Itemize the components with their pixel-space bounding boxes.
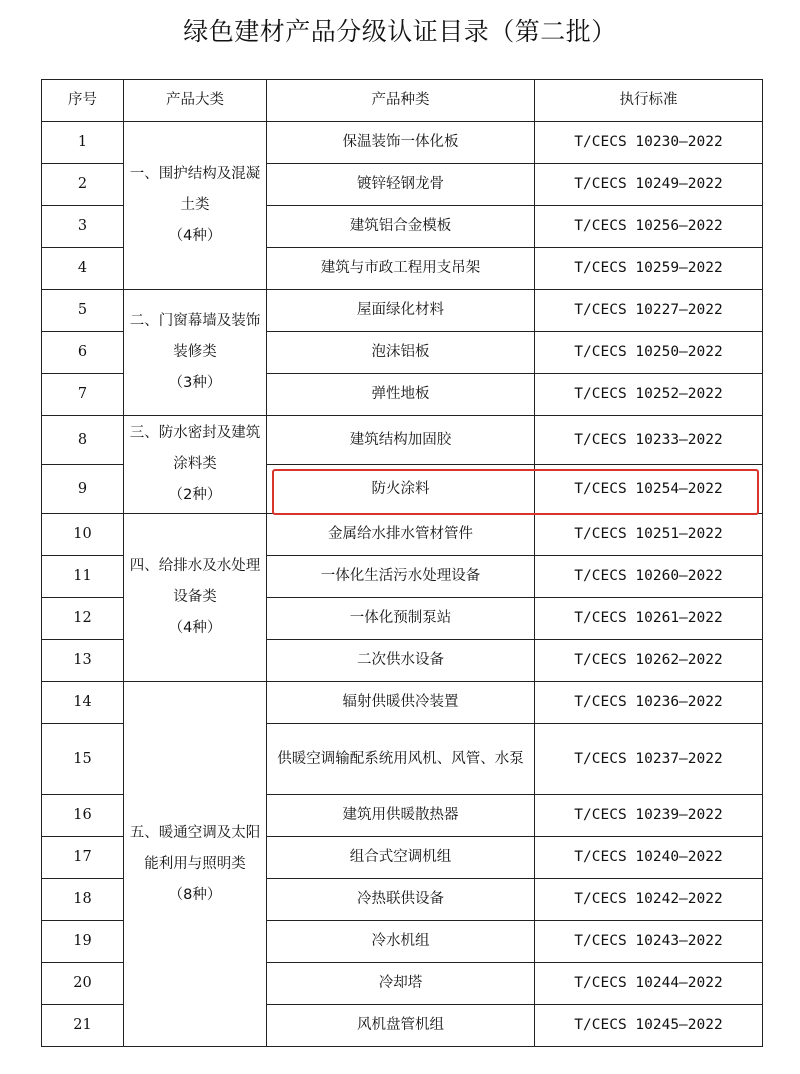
header-category: 产品大类: [124, 80, 267, 122]
product-cell: 辐射供暖供冷装置: [267, 682, 535, 724]
row-number: 6: [42, 332, 124, 374]
row-number: 8: [42, 416, 124, 465]
row-number: 4: [42, 248, 124, 290]
row-number: 16: [42, 795, 124, 837]
product-cell: 冷却塔: [267, 963, 535, 1005]
standard-cell: T/CECS 10260—2022: [535, 556, 763, 598]
product-cell: 冷热联供设备: [267, 879, 535, 921]
table-row: [42, 682, 763, 724]
product-cell: 冷水机组: [267, 921, 535, 963]
product-cell: 组合式空调机组: [267, 837, 535, 879]
category-cell: [124, 416, 267, 514]
standard-cell: T/CECS 10261—2022: [535, 598, 763, 640]
product-cell: 镀锌轻钢龙骨: [267, 164, 535, 206]
row-number: 1: [42, 122, 124, 164]
product-cell: 风机盘管机组: [267, 1005, 535, 1047]
standard-cell: T/CECS 10259—2022: [535, 248, 763, 290]
row-number: 20: [42, 963, 124, 1005]
standard-cell: T/CECS 10237—2022: [535, 724, 763, 795]
row-number: 13: [42, 640, 124, 682]
standard-cell: T/CECS 10244—2022: [535, 963, 763, 1005]
header-standard: 执行标准: [535, 80, 763, 122]
standard-cell: T/CECS 10262—2022: [535, 640, 763, 682]
standard-cell: T/CECS 10250—2022: [535, 332, 763, 374]
page-title: 绿色建材产品分级认证目录（第二批）: [183, 17, 617, 46]
catalog-table: [41, 79, 763, 1047]
row-number: 12: [42, 598, 124, 640]
product-cell: 泡沫铝板: [267, 332, 535, 374]
row-number: 14: [42, 682, 124, 724]
product-cell: 一体化生活污水处理设备: [267, 556, 535, 598]
row-number: 21: [42, 1005, 124, 1047]
product-cell: 一体化预制泵站: [267, 598, 535, 640]
row-number: 15: [42, 724, 124, 795]
category-cell: [124, 122, 267, 290]
category-name: 五、暖通空调及太阳能利用与照明类: [129, 824, 261, 872]
table-row: [42, 122, 763, 164]
row-number: 19: [42, 921, 124, 963]
category-name: 四、给排水及水处理设备类: [129, 558, 261, 605]
row-number: 17: [42, 837, 124, 879]
category-count: （4种）: [168, 620, 222, 636]
product-cell: 建筑结构加固胶: [267, 416, 535, 465]
table-row: [42, 290, 763, 332]
standard-cell: T/CECS 10230—2022: [535, 122, 763, 164]
standard-cell: T/CECS 10233—2022: [535, 416, 763, 465]
header-product: 产品种类: [267, 80, 535, 122]
product-cell: 建筑与市政工程用支吊架: [267, 248, 535, 290]
standard-cell: T/CECS 10245—2022: [535, 1005, 763, 1047]
row-number: 9: [42, 465, 124, 514]
product-cell: 防火涂料: [267, 465, 535, 514]
table-row: [42, 514, 763, 556]
category-name: 三、防水密封及建筑涂料类: [129, 425, 261, 472]
category-cell: [124, 290, 267, 416]
product-cell: 二次供水设备: [267, 640, 535, 682]
category-count: （2种）: [168, 487, 222, 503]
product-cell: 建筑用供暖散热器: [267, 795, 535, 837]
product-cell: 保温装饰一体化板: [267, 122, 535, 164]
standard-cell: T/CECS 10251—2022: [535, 514, 763, 556]
standard-cell: T/CECS 10243—2022: [535, 921, 763, 963]
product-cell: 建筑铝合金模板: [267, 206, 535, 248]
row-number: 2: [42, 164, 124, 206]
standard-cell: T/CECS 10236—2022: [535, 682, 763, 724]
category-count: （3种）: [168, 375, 222, 391]
category-cell: [124, 682, 267, 1047]
row-number: 3: [42, 206, 124, 248]
header-no: 序号: [42, 80, 124, 122]
category-name: 一、围护结构及混凝土类: [129, 166, 261, 213]
category-count: （8种）: [168, 886, 222, 903]
row-number: 7: [42, 374, 124, 416]
standard-cell: T/CECS 10240—2022: [535, 837, 763, 879]
header-row: [42, 80, 763, 122]
standard-cell: T/CECS 10239—2022: [535, 795, 763, 837]
category-count: （4种）: [168, 228, 222, 244]
category-cell: [124, 514, 267, 682]
product-cell: 屋面绿化材料: [267, 290, 535, 332]
standard-cell: T/CECS 10254—2022: [535, 465, 763, 514]
standard-cell: T/CECS 10249—2022: [535, 164, 763, 206]
standard-cell: T/CECS 10227—2022: [535, 290, 763, 332]
row-number: 5: [42, 290, 124, 332]
product-cell: 供暖空调输配系统用风机、风管、水泵: [267, 724, 535, 795]
category-name: 二、门窗幕墙及装饰装修类: [129, 313, 261, 360]
standard-cell: T/CECS 10242—2022: [535, 879, 763, 921]
table-row: [42, 416, 763, 465]
product-cell: 弹性地板: [267, 374, 535, 416]
row-number: 18: [42, 879, 124, 921]
product-cell: 金属给水排水管材管件: [267, 514, 535, 556]
row-number: 10: [42, 514, 124, 556]
standard-cell: T/CECS 10252—2022: [535, 374, 763, 416]
row-number: 11: [42, 556, 124, 598]
standard-cell: T/CECS 10256—2022: [535, 206, 763, 248]
